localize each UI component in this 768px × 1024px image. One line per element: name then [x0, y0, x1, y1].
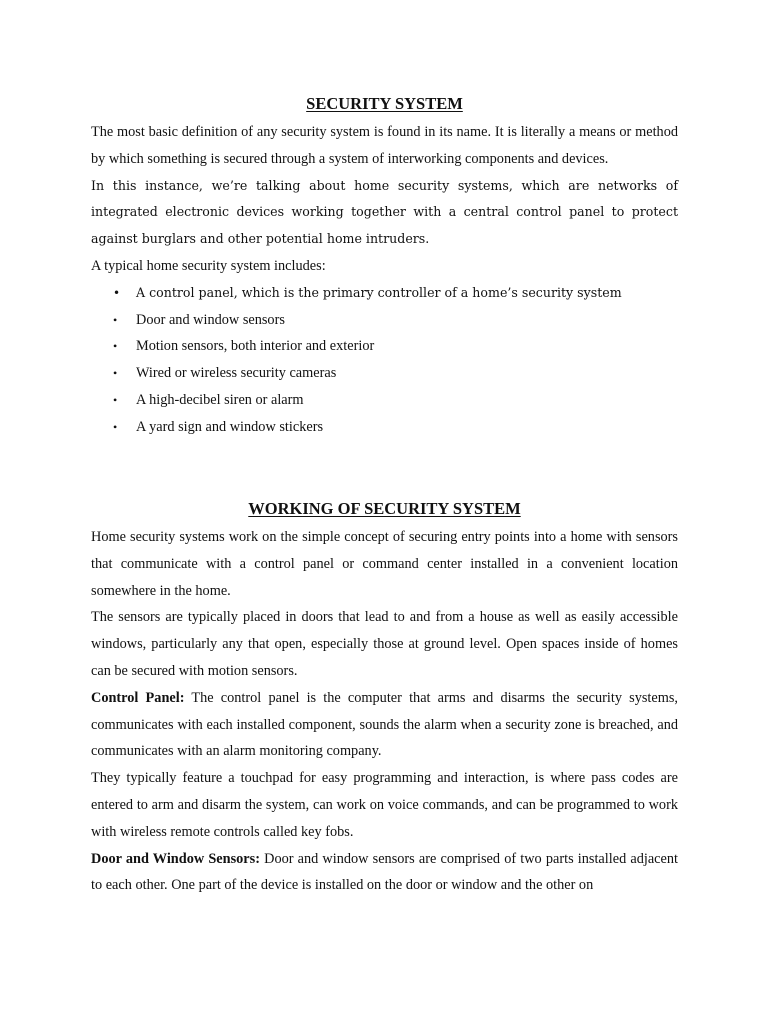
- paragraph-touchpad: They typically feature a touchpad for easy programming and interaction, is where pass codes are entered to arm and disarm the system, can work on voice commands, and can be programmed to work with wireless remote controls called key fobs.: [91, 770, 678, 840]
- list-item: [91, 360, 678, 387]
- list-item: [91, 414, 678, 441]
- paragraph-sensor-placement: The sensors are typically placed in doors that lead to and from a house as well as easily accessible windows, particularly any that open, especially those at ground level. Open spaces inside of homes can be secured with motion sensors.: [91, 609, 678, 679]
- sensors-text: Door and window sensors are comprised of two parts installed adjacent to each other. One part of the device is installed on the door or window and the other on: [91, 850, 678, 894]
- list-item-text: A high-decibel siren or alarm: [136, 391, 304, 408]
- control-panel-text: The control panel is the computer that arms and disarms the security systems, communicates with each installed component, sounds the alarm when a security zone is breached, and communicates with an alarm monitoring company.: [91, 689, 678, 760]
- bullet-icon: •: [113, 285, 121, 300]
- components-list: [91, 280, 678, 441]
- list-item-text: Door and window sensors: [136, 311, 285, 328]
- list-item: [91, 280, 678, 307]
- list-intro: A typical home security system includes:: [91, 257, 326, 274]
- control-panel-label: Control Panel:: [91, 689, 185, 706]
- list-item-text: Motion sensors, both interior and exterior: [136, 338, 375, 355]
- bullet-icon: •: [113, 392, 118, 407]
- bullet-icon: •: [113, 366, 118, 381]
- paragraph-control-panel: [91, 685, 678, 765]
- list-item-text: A control panel, which is the primary controller of a home’s security system: [136, 284, 622, 300]
- list-item: [91, 387, 678, 414]
- paragraph-door-window-sensors: [91, 846, 678, 900]
- bullet-icon: •: [113, 312, 118, 327]
- paragraph-definition: The most basic definition of any security system is found in its name. It is literally a means or method by which something is secured through a system of interworking components and devices.: [91, 124, 678, 167]
- paragraph-concept: Home security systems work on the simple concept of securing entry points into a home with sensors that communicate with a control panel or command center installed in a convenient location somewhere in the home.: [91, 529, 678, 599]
- section-title-security-system: SECURITY SYSTEM: [306, 94, 463, 113]
- list-item-text: A yard sign and window stickers: [136, 418, 324, 435]
- paragraph-home-security: In this instance, we’re talking about home security systems, which are networks of integrated electronic devices working together with a central control panel to protect against burglars and other potential home intruders.: [91, 177, 678, 247]
- list-item: [91, 333, 678, 360]
- bullet-icon: •: [113, 419, 118, 434]
- list-item: [91, 307, 678, 334]
- sensors-label: Door and Window Sensors:: [91, 850, 260, 867]
- list-item-text: Wired or wireless security cameras: [136, 365, 337, 382]
- section-title-working: WORKING OF SECURITY SYSTEM: [248, 499, 521, 518]
- section-body-security-system: [91, 119, 678, 441]
- section-body-working: [91, 524, 678, 899]
- bullet-icon: •: [113, 339, 118, 354]
